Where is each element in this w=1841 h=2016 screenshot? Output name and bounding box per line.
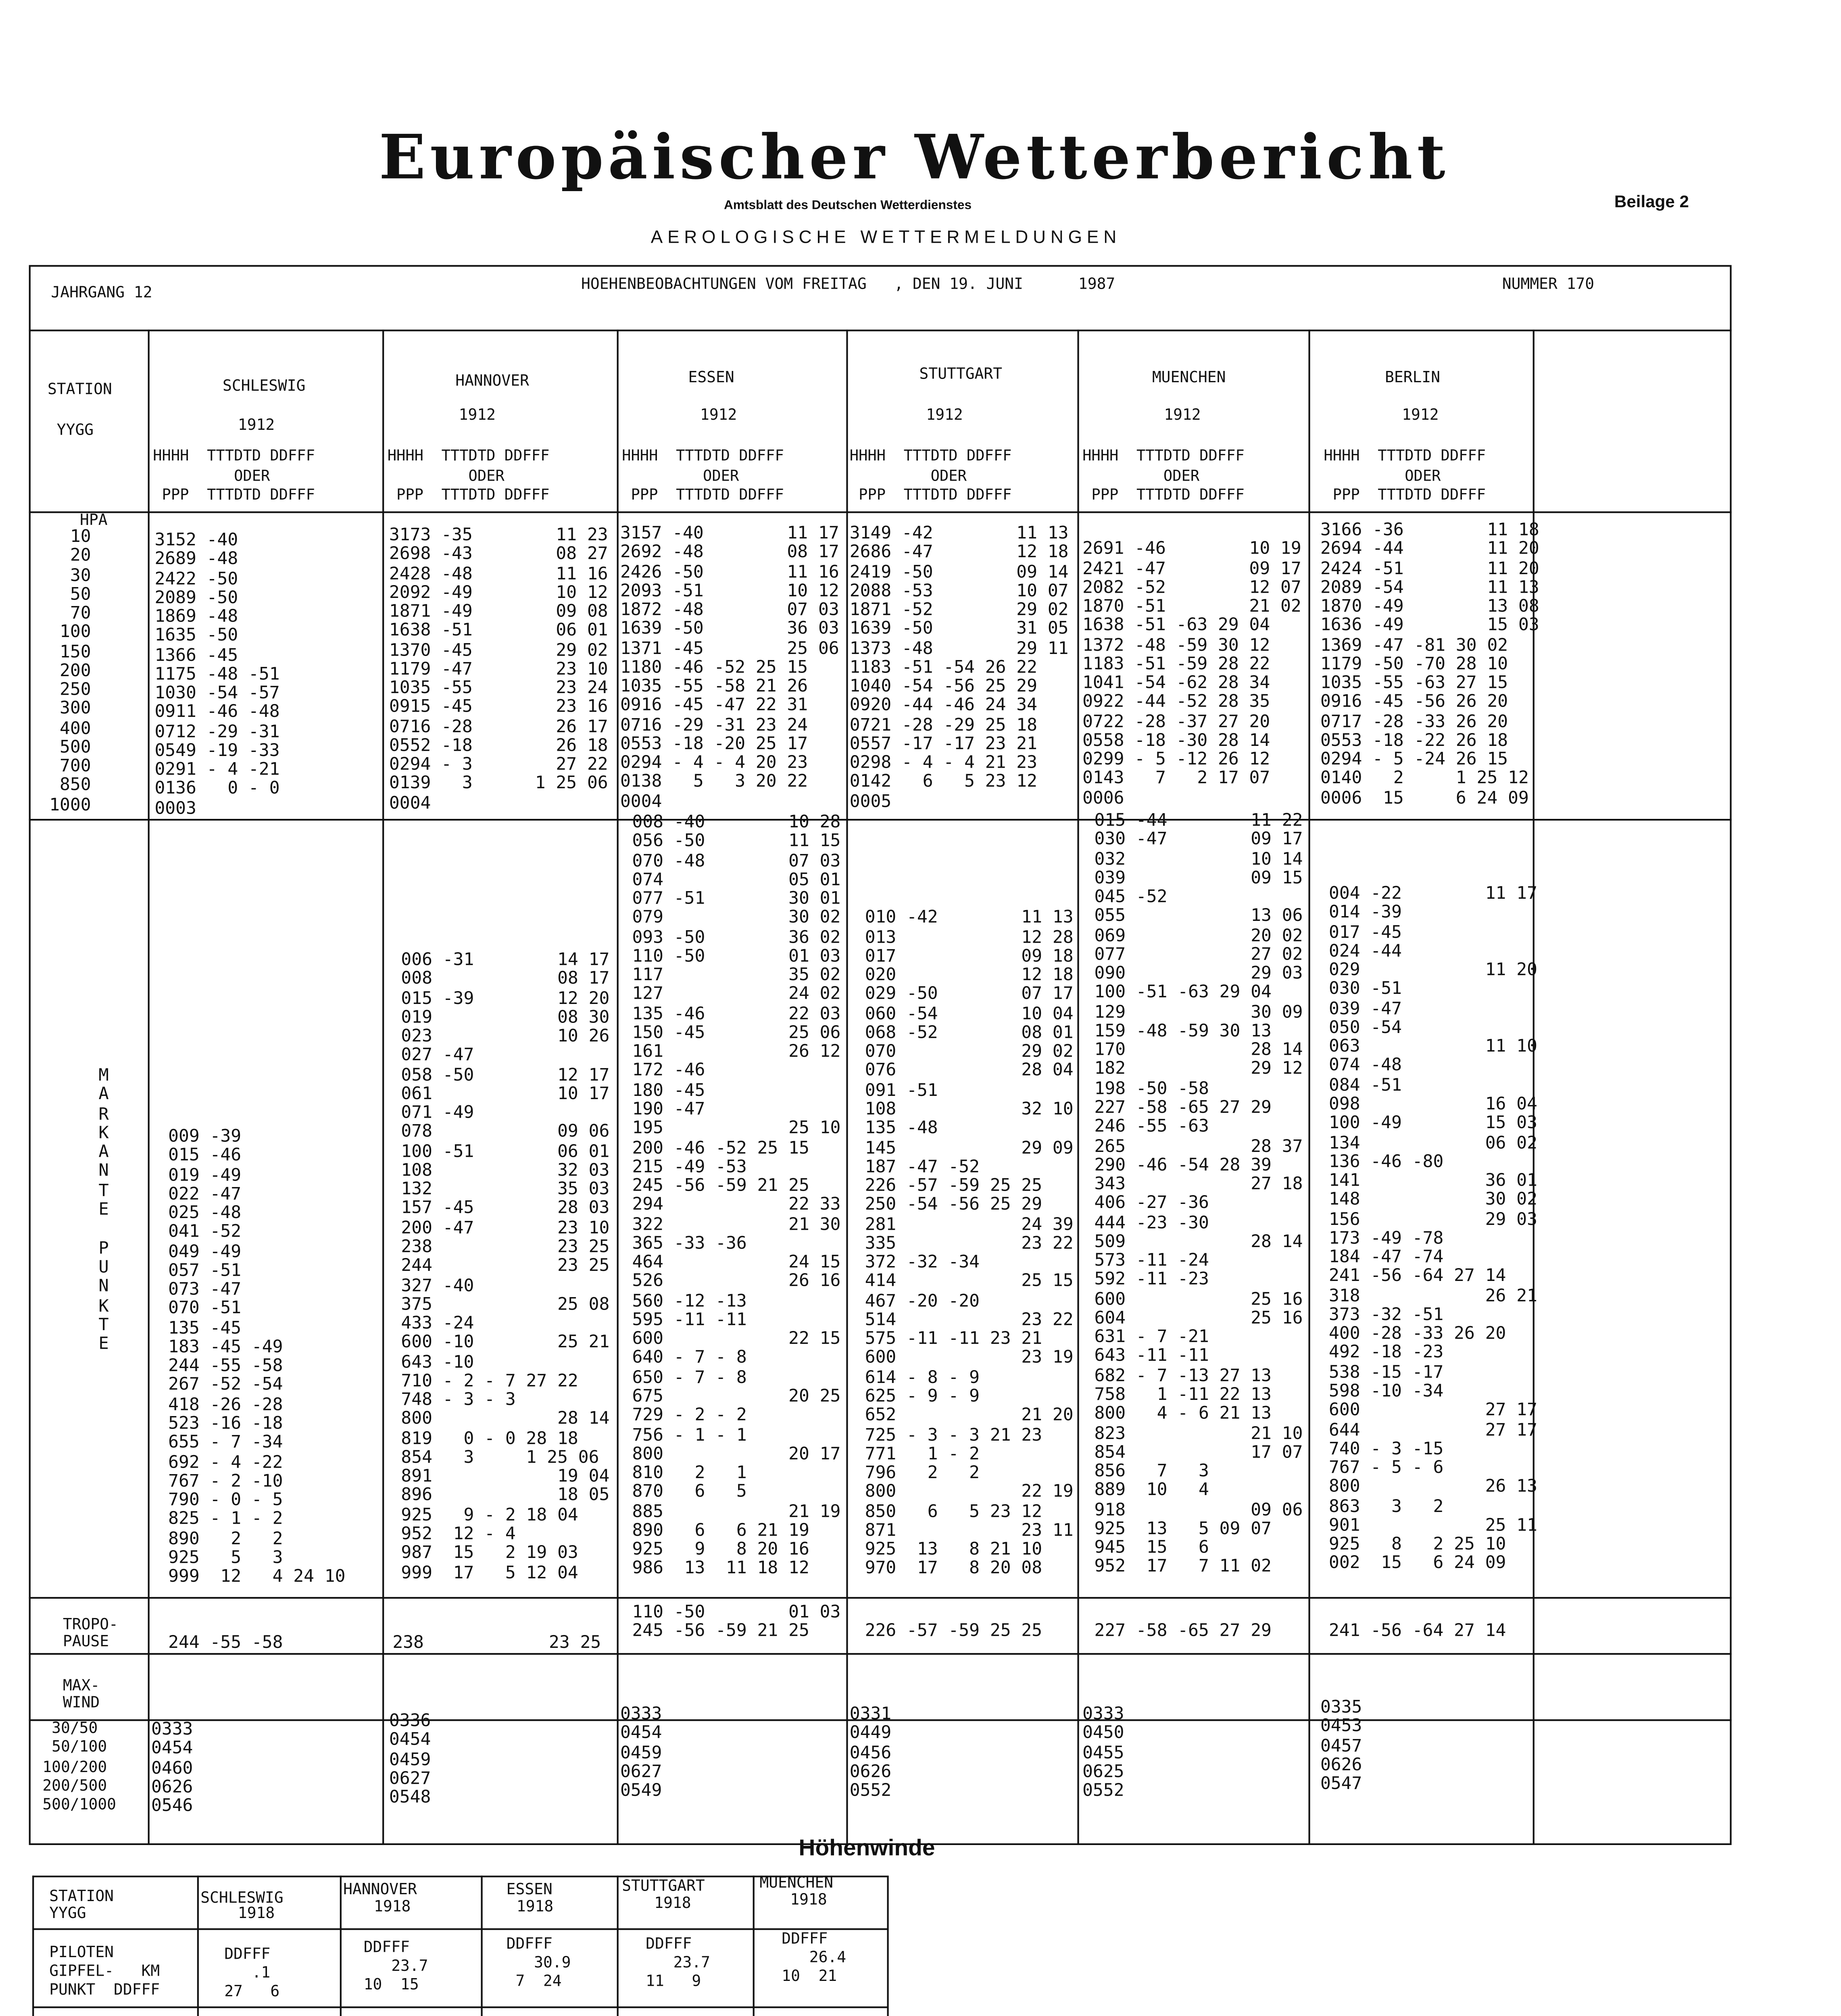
winds-station-name: MUENCHEN [759,1875,834,1893]
tropopause-values: 226 -57 -59 25 25 [865,1623,1042,1642]
pressure-levels: 10 20 30 50 70 100 150 200 250 300 400 500 700 850 1000 [49,528,91,815]
station-name: BERLIN [1385,370,1441,387]
bulletin-year: JAHRGANG 12 [51,285,152,303]
significant-points: 010 -42 11 13 013 12 28 017 09 18 020 12 18 029 -50 07 17 060 -54 10 04 068 -52 08 01 070 29 02 076 28 04 091 -51 108 32 10 135 -48 145 29 09 187 -47 -52 226 -57 -59 25 25 250 -54 -56 25 29 281 24 39 335 23 22 372 -32 -34 414 25 15 467 -20 -20 514 23 22 575 -11 -11 23 21 600 23 19 614 - 8 - 9 625 - 9 - 9 652 21 20 725 - 3 - 3 21 23 771 1 - 2 796 2 2 800 22 19 850 6 5 23 12 871 23 11 925 13 8 21 10 970 17 8 20 08 [865,909,1074,1579]
significant-points: 009 -39 015 -46 019 -49 022 -47 025 -48 041 -52 049 -49 057 -51 073 -47 070 -51 135 -45 183 -45 -49 244 -55 -58 267 -52 -54 418 -26 -28 523 -16 -18 655 - 7 -34 692 - 4 -22 767 - 2 -10 790 - 0 - 5 825 - 1 - 2 890 2 2 925 5 3 999 12 4 24 10 [168,1128,346,1587]
shear-values: 0333 0454 0460 0626 0546 [151,1721,193,1816]
winds-summit: DDFFF 23.7 11 9 [646,1937,711,1991]
station-yygg: 1912 [1164,408,1201,425]
tropopause-values: 227 -58 -65 27 29 [1094,1623,1272,1642]
tropopause-values: 110 -50 01 03 245 -56 -59 21 25 [632,1604,841,1642]
column-headers: HHHH TTTDTD DDFFF ODER PPP TTTDTD DDFFF [849,448,1012,505]
winds-section-title: Höhenwinde [799,1835,935,1860]
shear-values: 0331 0449 0456 0626 0552 [849,1706,892,1801]
winds-station-yygg: 1918 [238,1906,275,1923]
column-headers: HHHH TTTDTD DDFFF ODER PPP TTTDTD DDFFF [1324,448,1486,505]
station-yygg: 1912 [1402,408,1439,425]
winds-station-name: STUTTGART [622,1879,705,1896]
station-yygg: 1912 [926,408,963,425]
shear-values: 0333 0454 0459 0627 0549 [620,1706,662,1801]
supplement-label: Beilage 2 [1614,194,1689,212]
station-label: STATION YYGG [47,382,112,440]
winds-summit: DDFFF .1 27 6 [224,1947,280,2001]
bulletin-number: NUMMER 170 [1502,277,1595,294]
standard-levels: 3166 -36 11 18 2694 -44 11 20 2424 -51 11 20 2089 -54 11 13 1870 -49 13 08 1636 -49 15 03 1369 -47 -81 30 02 1179 -50 -70 28 10 1035 -55 -63 27 15 0916 -45 -56 26 20 0717 -28 -33 26 20 0553 -18 -22 26 18 0294 - 5 -24 26 15 0140 2 1 25 12 0006 15 6 24 09 [1320,521,1539,808]
shear-values: 0333 0450 0455 0625 0552 [1082,1706,1124,1801]
station-yygg: 1912 [238,418,275,435]
shear-values: 0336 0454 0459 0627 0548 [389,1712,431,1808]
significant-points: 006 -31 14 17 008 08 17 015 -39 12 20 019 08 30 023 10 26 027 -47 058 -50 12 17 061 10 17 071 -49 078 09 06 100 -51 06 01 108 32 03 132 35 03 157 -45 28 03 200 -47 23 10 238 23 25 244 23 25 327 -40 375 25 08 433 -24 600 -10 25 21 643 -10 710 - 2 - 7 27 22 748 - 3 - 3 800 28 14 819 0 - 0 28 18 854 3 1 25 06 891 19 04 896 18 05 925 9 - 2 18 04 952 12 - 4 987 15 2 19 03 999 17 5 12 04 [401,951,610,1583]
winds-station-label: STATION YYGG [49,1889,114,1923]
winds-summit: DDFFF 23.7 10 15 [363,1940,428,1995]
no-data-slash [197,2006,340,2016]
section-heading: AEROLOGISCHE WETTERMELDUNGEN [651,227,1121,248]
station-yygg: 1912 [700,408,737,425]
winds-station-yygg: 1918 [516,1899,554,1916]
winds-summit: DDFFF 26.4 10 21 [782,1931,846,1986]
markante-punkte-label: M A R K A N T E P U N K T E [98,1067,109,1354]
winds-station-yygg: 1918 [654,1896,691,1913]
station-name: ESSEN [688,370,734,387]
pilot-summit-label: PILOTEN GIPFEL- KM PUNKT DDFFF [49,1945,160,2000]
winds-station-yygg: 1918 [373,1899,411,1916]
bulletin-date: HOEHENBEOBACHTUNGEN VOM FREITAG , DEN 19. JUNI 1987 [581,277,1115,294]
column-headers: HHHH TTTDTD DDFFF ODER PPP TTTDTD DDFFF [387,448,550,505]
standard-levels: 3152 -40 2689 -48 2422 -50 2089 -50 1869 -48 1635 -50 1366 -45 1175 -48 -51 1030 -54 -57 0911 -46 -48 0712 -29 -31 0549 -19 -33 0291 - 4 -21 0136 0 - 0 0003 [154,531,280,818]
station-name: STUTTGART [919,367,1003,384]
significant-points: 008 -40 10 28 056 -50 11 15 070 -48 07 03 074 05 01 077 -51 30 01 079 30 02 093 -50 36 02 110 -50 01 03 117 35 02 127 24 02 135 -46 22 03 150 -45 25 06 161 26 12 172 -46 180 -45 190 -47 195 25 10 200 -46 -52 25 15 215 -49 -53 245 -56 -59 21 25 294 22 33 322 21 30 365 -33 -36 464 24 15 526 26 16 560 -12 -13 595 -11 -11 600 22 15 640 - 7 - 8 650 - 7 - 8 675 20 25 729 - 2 - 2 756 - 1 - 1 800 20 17 810 2 1 870 6 5 885 21 19 890 6 6 21 19 925 9 8 20 16 986 13 11 18 12 [632,814,841,1579]
column-headers: HHHH TTTDTD DDFFF ODER PPP TTTDTD DDFFF [622,448,784,505]
maxwind-label: MAX- WIND [63,1679,100,1713]
page-title: Europäischer Wetterbericht [379,122,1450,194]
winds-summit: DDFFF 30.9 7 24 [506,1937,571,1991]
winds-station-name: SCHLESWIG [200,1891,284,1908]
wind-shear-label: 30/50 50/100 100/200 200/500 500/1000 [42,1721,117,1815]
standard-levels: 3149 -42 11 13 2686 -47 12 18 2419 -50 09 14 2088 -53 10 07 1871 -52 29 02 1639 -50 31 05 1373 -48 29 11 1183 -51 -54 26 22 1040 -54 -56 25 29 0920 -44 -46 24 34 0721 -28 -29 25 18 0557 -17 -17 23 21 0298 - 4 - 4 21 23 0142 6 5 23 12 0005 [849,525,1069,812]
hpa-label: HPA [80,513,108,530]
tropopause-values: 238 23 25 [392,1635,601,1654]
standard-levels: 3173 -35 11 23 2698 -43 08 27 2428 -48 11 16 2092 -49 10 12 1871 -49 09 08 1638 -51 06 01 1370 -45 29 02 1179 -47 23 10 1035 -55 23 24 0915 -45 23 16 0716 -28 26 17 0552 -18 26 18 0294 - 3 27 22 0139 3 1 25 06 0004 [389,527,608,814]
tropopause-values: 241 -56 -64 27 14 [1329,1623,1506,1642]
station-name: MUENCHEN [1152,370,1226,387]
column-headers: HHHH TTTDTD DDFFF ODER PPP TTTDTD DDFFF [153,448,315,505]
significant-points: 015 -44 11 22 030 -47 09 17 032 10 14 039 09 15 045 -52 055 13 06 069 20 02 077 27 02 090 29 03 100 -51 -63 29 04 129 30 09 159 -48 -59 30 13 170 28 14 182 29 12 198 -50 -58 227 -58 -65 27 29 246 -55 -63 265 28 37 290 -46 -54 28 39 343 27 18 406 -27 -36 444 -23 -30 509 28 14 573 -11 -24 592 -11 -23 600 25 16 604 25 16 631 - 7 -21 643 -11 -11 682 - 7 -13 27 13 758 1 -11 22 13 800 4 - 6 21 13 823 21 10 854 17 07 856 7 3 889 10 4 918 09 06 925 13 5 09 07 945 15 6 952 17 7 11 02 [1094,812,1303,1577]
winds-station-yygg: 1918 [790,1892,827,1910]
shear-values: 0335 0453 0457 0626 0547 [1320,1699,1362,1794]
column-headers: HHHH TTTDTD DDFFF ODER PPP TTTDTD DDFFF [1082,448,1245,505]
significant-points: 004 -22 11 17 014 -39 017 -45 024 -44 029 11 20 030 -51 039 -47 050 -54 063 11 10 074 -48 084 -51 098 16 04 100 -49 15 03 134 06 02 136 -46 -80 141 36 01 148 30 02 156 29 03 173 -49 -78 184 -47 -74 241 -56 -64 27 14 318 26 21 373 -32 -51 400 -28 -33 26 20 492 -18 -23 538 -15 -17 598 -10 -34 600 27 17 644 27 17 740 - 3 -15 767 - 5 - 6 800 26 13 863 3 2 901 25 11 925 8 2 25 10 002 15 6 24 09 [1329,885,1537,1574]
standard-levels: 3157 -40 11 17 2692 -48 08 17 2426 -50 11 16 2093 -51 10 12 1872 -48 07 03 1639 -50 36 03 1371 -45 25 06 1180 -46 -52 25 15 1035 -55 -58 21 26 0916 -45 -47 22 31 0716 -29 -31 23 24 0553 -18 -20 25 17 0294 - 4 - 4 20 23 0138 5 3 20 22 0004 [620,525,839,812]
tropopause-values: 244 -55 -58 [168,1635,283,1654]
tropopause-label: TROPO- PAUSE [63,1617,118,1652]
winds-station-name: HANNOVER [343,1882,417,1899]
station-name: SCHLESWIG [222,379,306,396]
station-name: HANNOVER [455,373,529,391]
station-yygg: 1912 [459,408,496,425]
standard-levels: 2691 -46 10 19 2421 -47 09 17 2082 -52 12 07 1870 -51 21 02 1638 -51 -63 29 04 1372 -48 -59 30 12 1183 -51 -59 28 22 1041 -54 -62 28 34 0922 -44 -52 28 35 0722 -28 -37 27 20 0558 -18 -30 28 14 0299 - 5 -12 26 12 0143 7 2 17 07 0006 [1082,541,1301,808]
publisher-subtitle: Amtsblatt des Deutschen Wetterdienstes [723,197,972,212]
winds-station-name: ESSEN [506,1882,553,1899]
